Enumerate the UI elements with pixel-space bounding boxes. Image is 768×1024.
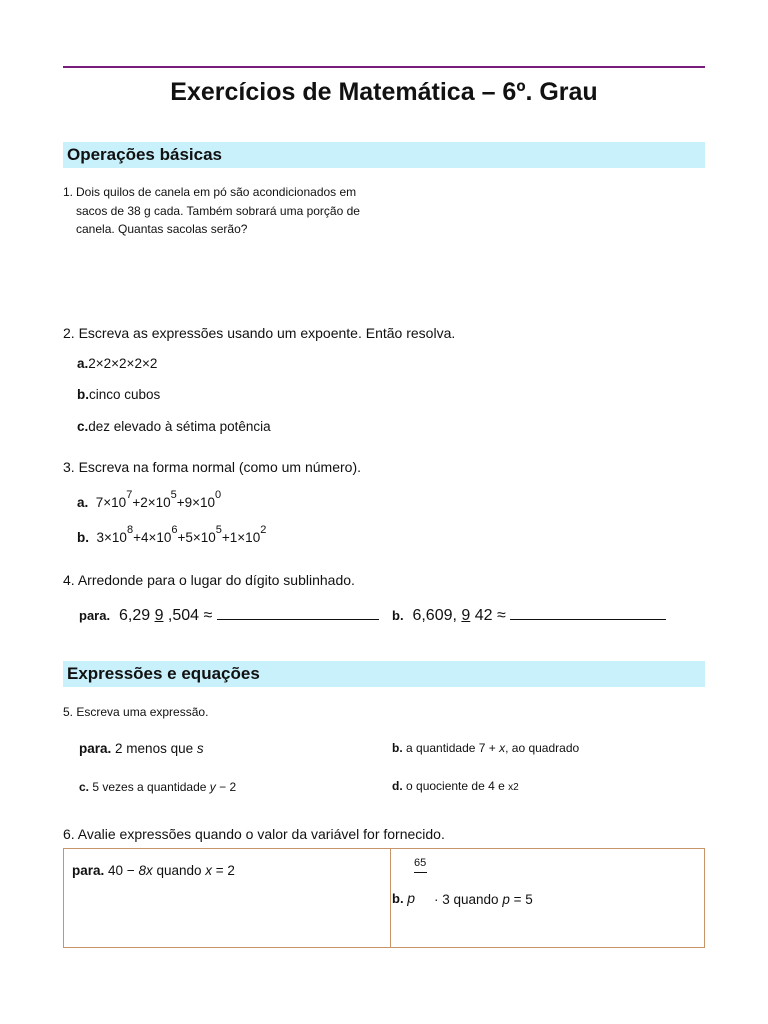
question-6b-rest bbox=[434, 892, 533, 907]
question-2a-label: a. bbox=[77, 356, 89, 371]
question-2b-text: cinco cubos bbox=[89, 387, 161, 402]
question-4-text: Arredonde para o lugar do dígito sublinhado. bbox=[77, 572, 355, 588]
question-3b-label: b. bbox=[77, 530, 89, 545]
question-4-number: 4. bbox=[63, 572, 75, 588]
question-3b-term: +4×10 bbox=[133, 530, 172, 545]
question-4b-underlined-digit: 9 bbox=[461, 607, 471, 624]
question-6b-val: = 5 bbox=[509, 892, 533, 907]
question-5a-text: 2 menos que bbox=[115, 741, 197, 756]
question-4b-pre: 6,609, bbox=[412, 607, 462, 624]
question-5-text: 5. Escreva uma expressão. bbox=[63, 705, 209, 719]
question-5b-text: a quantidade 7 + bbox=[406, 741, 500, 755]
question-3a-label: a. bbox=[77, 495, 89, 510]
question-2c-text: dez elevado à sétima potência bbox=[88, 419, 271, 434]
question-2c-label: c. bbox=[77, 419, 89, 434]
question-5d-tail: x2 bbox=[508, 782, 519, 793]
question-2a-text: 2×2×2×2×2 bbox=[88, 356, 158, 371]
question-2b bbox=[77, 387, 160, 402]
question-5b bbox=[392, 741, 579, 755]
question-1-number: 1. bbox=[63, 185, 74, 199]
question-5d-label: d. bbox=[392, 779, 403, 793]
question-5a bbox=[79, 741, 204, 756]
question-5b-tail: , ao quadrado bbox=[505, 741, 580, 755]
question-3-text: Escreva na forma normal (como um número). bbox=[78, 459, 362, 475]
question-3 bbox=[63, 459, 361, 475]
question-5c-text: 5 vezes a quantidade bbox=[92, 780, 210, 794]
question-4a-pre: 6,29 bbox=[118, 607, 155, 624]
section-title-basic: Operações básicas bbox=[67, 145, 222, 164]
question-3b-exp: 2 bbox=[260, 524, 267, 536]
question-2-number: 2. bbox=[63, 325, 75, 341]
question-5b-label: b. bbox=[392, 741, 403, 755]
question-3b-exp: 6 bbox=[171, 524, 178, 536]
question-6a-mid: quando bbox=[152, 863, 206, 878]
question-5a-label: para. bbox=[79, 741, 112, 756]
question-3a-exp: 0 bbox=[215, 489, 222, 501]
question-3b-term: +5×10 bbox=[177, 530, 216, 545]
page-title: Exercícios de Matemática – 6º. Grau bbox=[170, 78, 598, 106]
question-3a-term: +9×10 bbox=[176, 495, 216, 510]
question-3a bbox=[77, 489, 222, 510]
question-6a-var: x bbox=[205, 863, 213, 878]
section-header-basic bbox=[63, 142, 705, 168]
question-6a-expr-var: 8x bbox=[138, 863, 153, 878]
question-5c-label: c. bbox=[79, 780, 90, 794]
question-4b-post: 42 ≈ bbox=[470, 607, 506, 624]
question-3b bbox=[77, 524, 267, 545]
question-3b-term: +1×10 bbox=[221, 530, 261, 545]
question-6b-label: b. bbox=[392, 891, 404, 906]
section-title-expr: Expressões e equações bbox=[67, 664, 260, 683]
question-5d bbox=[392, 779, 519, 793]
question-6b-mid: · 3 quando bbox=[434, 892, 503, 907]
question-5c bbox=[79, 780, 236, 794]
answer-blank[interactable] bbox=[217, 605, 379, 620]
question-6b bbox=[392, 890, 415, 906]
question-2b-label: b. bbox=[77, 387, 89, 402]
question-1 bbox=[63, 183, 373, 239]
question-6b-var2: p bbox=[502, 892, 510, 907]
question-3a-exp: 7 bbox=[126, 489, 133, 501]
question-4a-label: para. bbox=[79, 608, 111, 623]
question-5c-tail: − 2 bbox=[215, 780, 237, 794]
question-5a-var: s bbox=[196, 741, 204, 756]
question-3a-term: 7×10 bbox=[95, 495, 127, 510]
question-4a-underlined-digit: 9 bbox=[154, 607, 164, 624]
question-6a-expr-pre: 40 − bbox=[108, 863, 139, 878]
question-3a-term: +2×10 bbox=[132, 495, 171, 510]
question-3a-exp: 5 bbox=[170, 489, 177, 501]
question-5c-var: y bbox=[209, 780, 216, 794]
table-divider bbox=[390, 849, 391, 947]
answer-blank[interactable] bbox=[510, 605, 666, 620]
question-6b-numerator: 65 bbox=[414, 857, 427, 869]
question-3b-exp: 8 bbox=[126, 524, 134, 536]
question-4a-post: ,504 ≈ bbox=[163, 607, 213, 624]
question-5d-text: o quociente de 4 e bbox=[406, 779, 509, 793]
question-3b-exp: 5 bbox=[215, 524, 222, 536]
question-3b-term: 3×10 bbox=[96, 530, 127, 545]
question-2a bbox=[77, 356, 157, 371]
question-2-text: Escreva as expressões usando um expoente. Então resolva. bbox=[78, 325, 456, 341]
question-5b-var: x bbox=[499, 741, 506, 755]
fraction-bar bbox=[414, 872, 427, 873]
question-6-text: 6. Avalie expressões quando o valor da variável for fornecido. bbox=[63, 826, 445, 842]
question-4 bbox=[63, 572, 355, 588]
question-3-number: 3. bbox=[63, 459, 75, 475]
question-6a-label: para. bbox=[72, 863, 105, 878]
title-rule bbox=[63, 66, 705, 68]
question-6a bbox=[72, 863, 235, 878]
question-2 bbox=[63, 325, 455, 341]
question-1-text: Dois quilos de canela em pó são acondicionados em sacos de 38 g cada. Também sobrará uma porção de canela. Quantas sacolas serão? bbox=[76, 185, 360, 236]
question-6b-var: p bbox=[407, 890, 415, 906]
question-2c bbox=[77, 419, 271, 434]
evaluation-table bbox=[63, 848, 705, 948]
section-header-expr bbox=[63, 661, 705, 687]
question-4b-label: b. bbox=[392, 608, 404, 623]
question-6a-val: = 2 bbox=[212, 863, 235, 878]
question-4b bbox=[392, 605, 666, 625]
question-4a bbox=[79, 605, 379, 625]
